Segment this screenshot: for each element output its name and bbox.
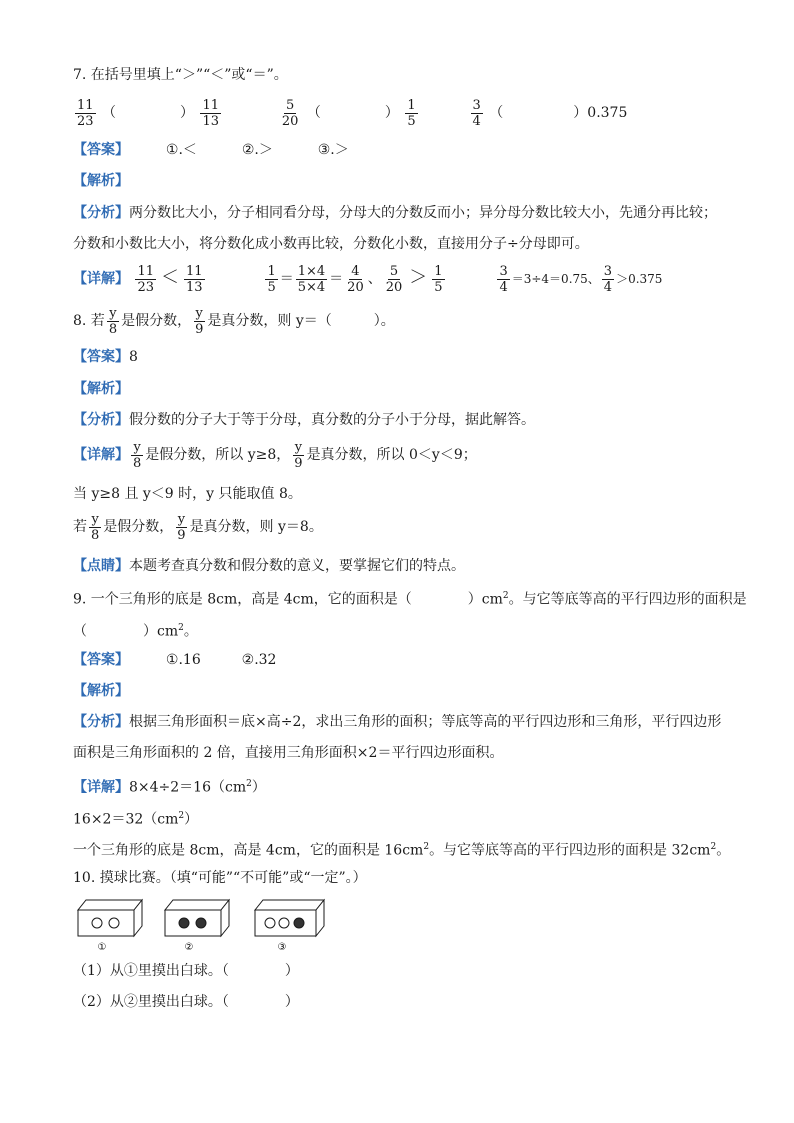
q9-fenxi-line-1: 【分析】根据三角形面积＝底×高÷2，求出三角形的面积；等底等高的平行四边形和三角形，平行四边形 — [73, 714, 722, 730]
q7-title: 7. 在括号里填上“＞”“＜”或“＝”。 — [73, 67, 288, 83]
q8-fraction-y-8: $\frac{y}{8}$ — [108, 305, 118, 337]
q9-title-line-1: 9. 一个三角形的底是 8cm，高是 4cm，它的面积是（ ）$cm^2$。与它等底等高的平行四边形的面积是 — [73, 591, 747, 608]
q7-p1-fraction-b: $\frac{11}{13}$ — [202, 97, 219, 129]
q7-answer-2: ②.＞ — [241, 142, 273, 158]
q7-d2-fraction-4: $\frac{5}{20}$ — [385, 263, 403, 295]
q8-blank[interactable]: 是真分数，则 y＝（ ）。 — [207, 313, 395, 329]
q7-d2-fraction-5: $\frac{1}{5}$ — [434, 263, 443, 295]
box-1 — [78, 900, 142, 953]
q7-d3-fraction-1: $\frac{3}{4}$ — [499, 263, 508, 295]
q7-p3-blank[interactable]: （ ）0.375 — [489, 105, 628, 121]
white-ball — [265, 918, 275, 928]
q7-p1-blank[interactable]: （ ） — [102, 105, 194, 121]
q7-p3-fraction-a: $\frac{3}{4}$ — [472, 97, 481, 129]
q8-dianjing: 【点睛】本题考查真分数和假分数的意义，要掌握它们的特点。 — [73, 558, 465, 574]
q8-fraction-y-9: $\frac{y}{9}$ — [195, 305, 204, 337]
q9-title-line-2[interactable]: （ ）$cm^2$。 — [73, 623, 198, 640]
box-2-label: ② — [184, 942, 194, 953]
q8-answer-row: 【答案】8 — [73, 349, 138, 365]
answer-tag: 【答案】 — [73, 142, 129, 158]
black-ball — [294, 918, 304, 928]
q9-answer-2: ②.32 — [241, 652, 277, 668]
q9-jiexi-tag: 【解析】 — [73, 683, 129, 699]
q7-p1-fraction-a: $\frac{11}{23}$ — [77, 97, 94, 129]
box-1-label: ① — [97, 942, 107, 953]
q8-answer: 8 — [129, 349, 138, 365]
q7-answer-1: ①.＜ — [165, 142, 197, 158]
q8-detail-2: 当 y≥8 且 y＜9 时，y 只能取值 8。 — [73, 486, 302, 502]
q7-d2-fraction-3: $\frac{4}{20}$ — [347, 263, 364, 295]
q8-d3-fraction-y-9: $\frac{y}{9}$ — [177, 511, 186, 543]
q7-p2-fraction-a: $\frac{5}{20}$ — [281, 97, 299, 129]
q7-d1-fraction-b: $\frac{11}{13}$ — [186, 263, 203, 295]
q9-answer-row: 【答案】 ①.16 ②.32 — [73, 652, 277, 668]
white-ball — [109, 918, 119, 928]
q8-fenxi: 【分析】假分数的分子大于等于分母，真分数的分子小于分母，据此解答。 — [73, 412, 535, 428]
q7-d3-fraction-2: $\frac{3}{4}$ — [603, 263, 613, 295]
q8-detail-1: 【详解】 $\frac{y}{8}$ 是假分数，所以 y≥8， $\frac{y}{9}$ 是真分数，所以 0＜y＜9； — [73, 439, 477, 471]
q10-title: 10. 摸球比赛。（填“可能”“不可能”或“一定”。） — [73, 870, 367, 886]
q7-p2-blank[interactable]: （ ） — [306, 105, 399, 121]
q8-detail-3: 若 $\frac{y}{8}$ 是假分数， $\frac{y}{9}$ 是真分数，则 y＝8。 — [73, 511, 323, 543]
q8-d1-fraction-y-9: $\frac{y}{9}$ — [294, 439, 303, 471]
q7-fenxi-line-1: 【分析】两分数比大小，分子相同看分母，分母大的分数反而小；异分母分数比较大小，先通分再比较； — [73, 205, 717, 221]
q7-jiexi-tag: 【解析】 — [73, 173, 129, 189]
black-ball — [196, 918, 206, 928]
box-3-label: ③ — [277, 942, 287, 953]
q10-sub-2[interactable]: （2）从②里摸出白球。（ ） — [73, 994, 299, 1010]
q10-sub-1[interactable]: （1）从①里摸出白球。（ ） — [73, 963, 299, 979]
q8-jiexi-tag: 【解析】 — [73, 381, 129, 397]
black-ball — [179, 918, 189, 928]
q9-detail-1: 【详解】$8\times 4\div 2=16(cm^2)$ — [73, 779, 266, 796]
q7-d2-fraction-1: $\frac{1}{5}$ — [267, 263, 276, 295]
box-3 — [255, 900, 324, 953]
q8-d3-fraction-y-8: $\frac{y}{8}$ — [91, 511, 100, 543]
q9-fenxi-line-2: 面积是三角形面积的 2 倍，直接用三角形面积×2＝平行四边形面积。 — [73, 745, 504, 761]
q7-fenxi-line-2: 分数和小数比大小，将分数化成小数再比较，分数化小数，直接用分子÷分母即可。 — [73, 236, 589, 252]
q10-boxes-figure — [72, 896, 332, 954]
q7-d1-fraction-a: $\frac{11}{23}$ — [137, 263, 154, 295]
q7-d2-fraction-2: $\frac{1\times 4}{5\times 4}$ — [297, 263, 326, 295]
q8-title: 8. 若 $\frac{y}{8}$ 是假分数， $\frac{y}{9}$ 是真分数，则 y＝（ ）。 — [73, 305, 395, 337]
q7-answer-row — [73, 141, 349, 159]
box-2 — [165, 900, 229, 953]
q7-answer-3: ③.＞ — [317, 142, 349, 158]
q7-detail-row: 【详解】 $\frac{11}{23}$ ＜ $\frac{11}{13}$ $\frac{1}{5}$ ＝ $\frac{1\times 4}{5\times 4}$ ＝ $\frac{4}{20}$ 、 $\frac{5}{20}$ ＞ $\frac{1}{5}$ $\frac{3}{4}$ ＝3÷4＝0.75、 $\frac{3}{4}$ ＞0.375 — [73, 263, 663, 295]
white-ball — [92, 918, 102, 928]
q9-detail-2: $16\times 2=32(cm^2)$ — [73, 811, 199, 828]
q8-d1-fraction-y-8: $\frac{y}{8}$ — [133, 439, 142, 471]
white-ball — [279, 918, 289, 928]
q9-answer-1: ①.16 — [165, 652, 201, 668]
detail-tag: 【详解】 — [73, 271, 129, 287]
q7-p2-fraction-b: $\frac{1}{5}$ — [407, 97, 416, 129]
q9-detail-3: 一个三角形的底是 8cm，高是 4cm，它的面积是 $16cm^2$。与它等底等高的平行四边形的面积是 $32cm^2$。 — [73, 842, 731, 859]
q7-problem-row — [73, 96, 627, 130]
